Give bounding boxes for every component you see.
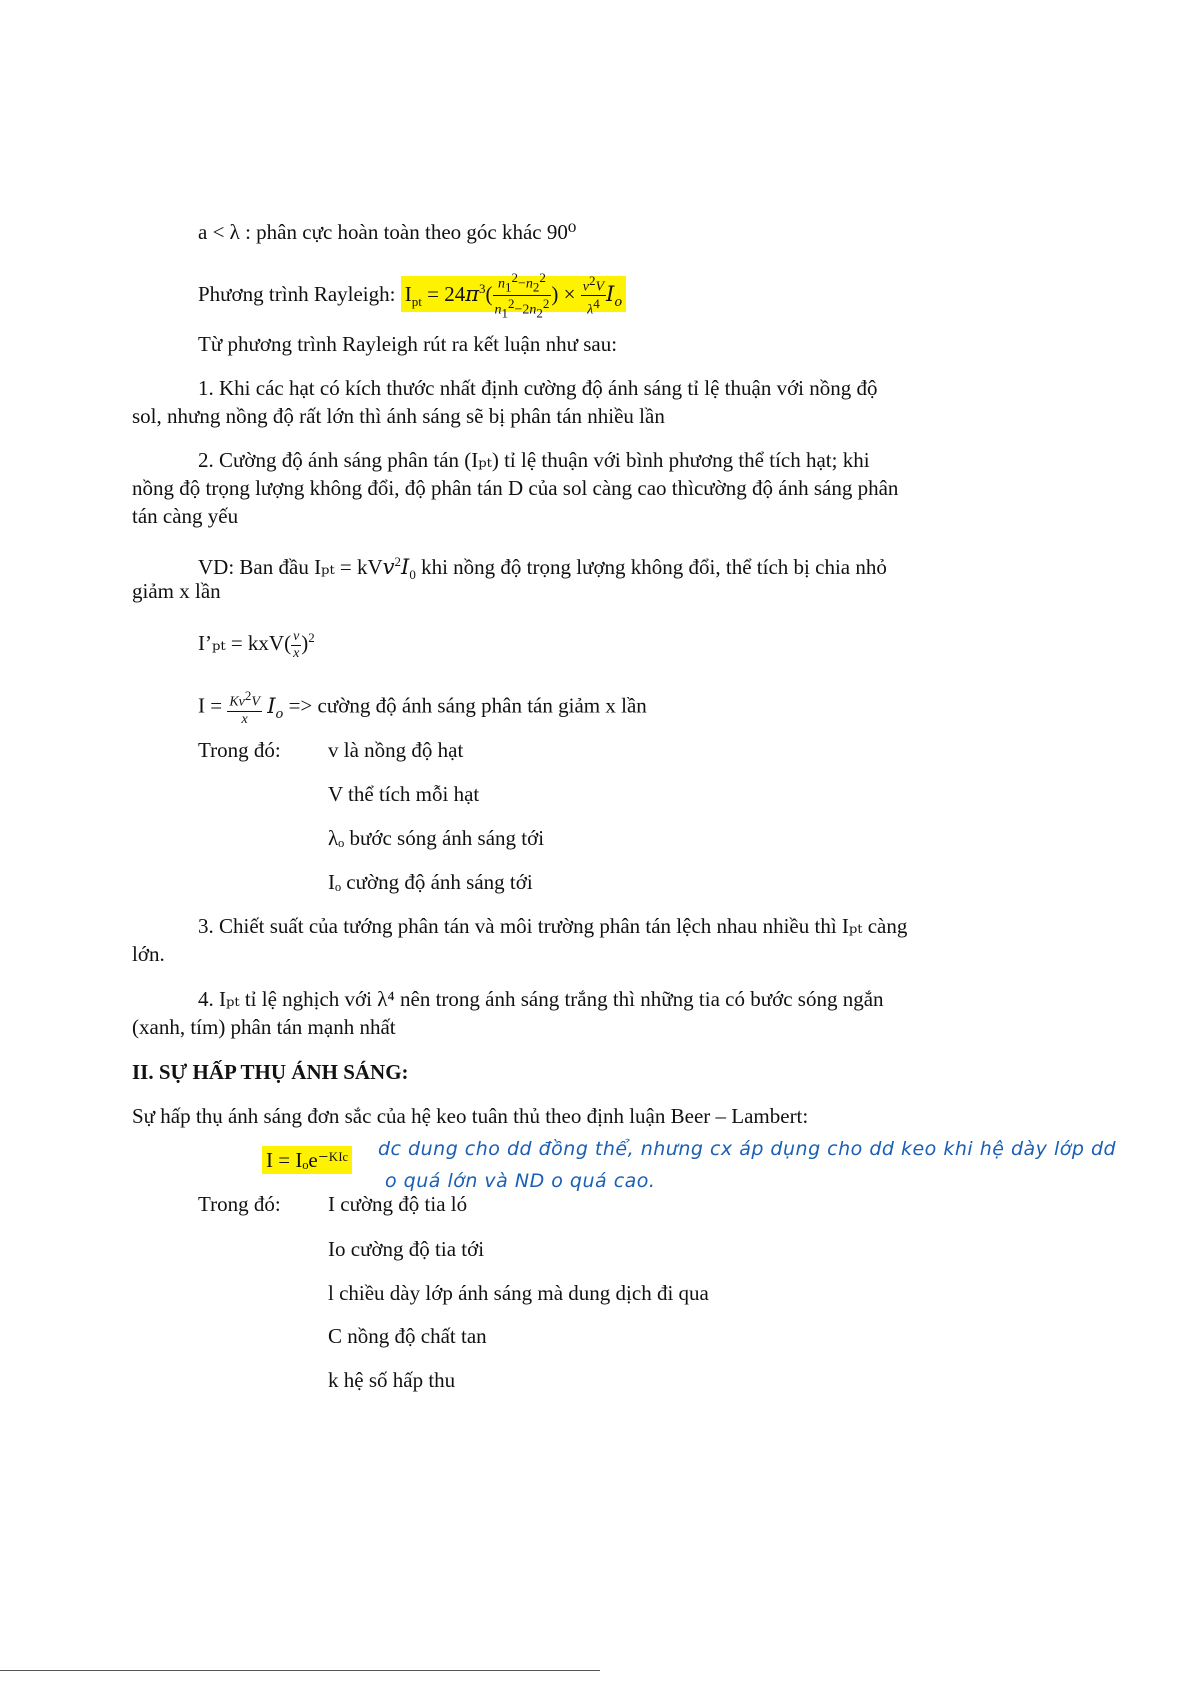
rayleigh-label: Phương trình Rayleigh: bbox=[198, 281, 396, 306]
formula-i-result: I = $\frac{Kv^2V}{x}$ $I_o$ => cường độ ánh sáng phân tán giảm x lần bbox=[198, 688, 647, 727]
point2-line3: tán càng yếu bbox=[132, 504, 239, 528]
point4-line2: (xanh, tím) phân tán mạnh nhất bbox=[132, 1015, 396, 1039]
def-Io: Iₒ cường độ ánh sáng tới bbox=[328, 870, 533, 894]
handwritten-note-line1: dc dung cho dd đồng thể, nhưng cx áp dụng cho dd keo khi hệ dày lớp dd bbox=[378, 1138, 1117, 1160]
def-l: l chiều dày lớp ánh sáng mà dung dịch đi qua bbox=[328, 1281, 709, 1305]
conclusion-intro: Từ phương trình Rayleigh rút ra kết luận như sau: bbox=[198, 332, 618, 356]
formula-ipt-prime: I’ₚₜ = kxV( $\frac{v}{x}$ )$^2$ bbox=[198, 628, 315, 661]
beer-lambert-formula: I = Iₒe⁻ᴷᴵᶜ bbox=[262, 1146, 352, 1174]
section-heading: II. SỰ HẤP THỤ ÁNH SÁNG: bbox=[132, 1060, 409, 1084]
def-I: I cường độ tia ló bbox=[328, 1192, 468, 1216]
def-C: C nồng độ chất tan bbox=[328, 1324, 487, 1348]
example-suffix: khi nồng độ trọng lượng không đổi, thể tích bị chia nhỏ bbox=[421, 555, 887, 579]
point1-line2: sol, nhưng nồng độ rất lớn thì ánh sáng sẽ bị phân tán nhiều lần bbox=[132, 404, 665, 428]
point3-line1: 3. Chiết suất của tướng phân tán và môi trường phân tán lệch nhau nhiều thì Iₚₜ càng bbox=[198, 914, 908, 938]
formula-i-result-text: => cường độ ánh sáng phân tán giảm x lần bbox=[288, 693, 647, 718]
example-line2: giảm x lần bbox=[132, 579, 221, 603]
point2-line2: nồng độ trọng lượng không đổi, độ phân tán D của sol càng cao thìcường độ ánh sáng phân bbox=[132, 476, 899, 500]
rayleigh-formula: $I_{pt} = 24\pi^3$( $\frac{n_1^2-n_2^2}{n_1^2-2n_2^2}$ ) × $\frac{v^2V}{\lambda^4}$ $I_o$ bbox=[401, 276, 626, 312]
point2-line1: 2. Cường độ ánh sáng phân tán (Iₚₜ) tỉ lệ thuận với bình phương thể tích hạt; khi bbox=[198, 448, 870, 472]
point1-line1: 1. Khi các hạt có kích thước nhất định cường độ ánh sáng tỉ lệ thuận với nồng độ bbox=[198, 376, 878, 400]
example-line1: VD: Ban đầu $I_{pt} = kVv^2I_0$ khi nồng độ trọng lượng không đổi, thể tích bị chia nhỏ bbox=[198, 554, 887, 583]
example-prefix: VD: Ban đầu Iₚₜ = kV bbox=[198, 555, 383, 579]
beer-lambert-intro: Sự hấp thụ ánh sáng đơn sắc của hệ keo tuân thủ theo định luận Beer – Lambert: bbox=[132, 1104, 809, 1128]
def-lambda: λₒ bước sóng ánh sáng tới bbox=[328, 826, 545, 850]
where-label-2: Trong đó: bbox=[198, 1192, 281, 1216]
def-V: V thể tích mỗi hạt bbox=[328, 782, 480, 806]
bottom-rule bbox=[0, 1670, 600, 1671]
where-label-1: Trong đó: bbox=[198, 738, 281, 762]
formula-ipt-prime-prefix: I’ₚₜ = kxV( bbox=[198, 631, 292, 655]
def-k: k hệ số hấp thu bbox=[328, 1368, 456, 1392]
point3-line2: lớn. bbox=[132, 942, 165, 966]
rayleigh-line bbox=[198, 270, 626, 322]
def-v: v là nồng độ hạt bbox=[328, 738, 464, 762]
point4-line1: 4. Iₚₜ tỉ lệ nghịch với λ⁴ nên trong ánh sáng trắng thì những tia có bước sóng ngắn bbox=[198, 987, 884, 1011]
line-polarization: a < λ : phân cực hoàn toàn theo góc khác 90⁰ bbox=[198, 220, 577, 244]
def-Io-2: Io cường độ tia tới bbox=[328, 1237, 485, 1261]
handwritten-note-line2: o quá lớn và ND o quá cao. bbox=[385, 1170, 656, 1192]
